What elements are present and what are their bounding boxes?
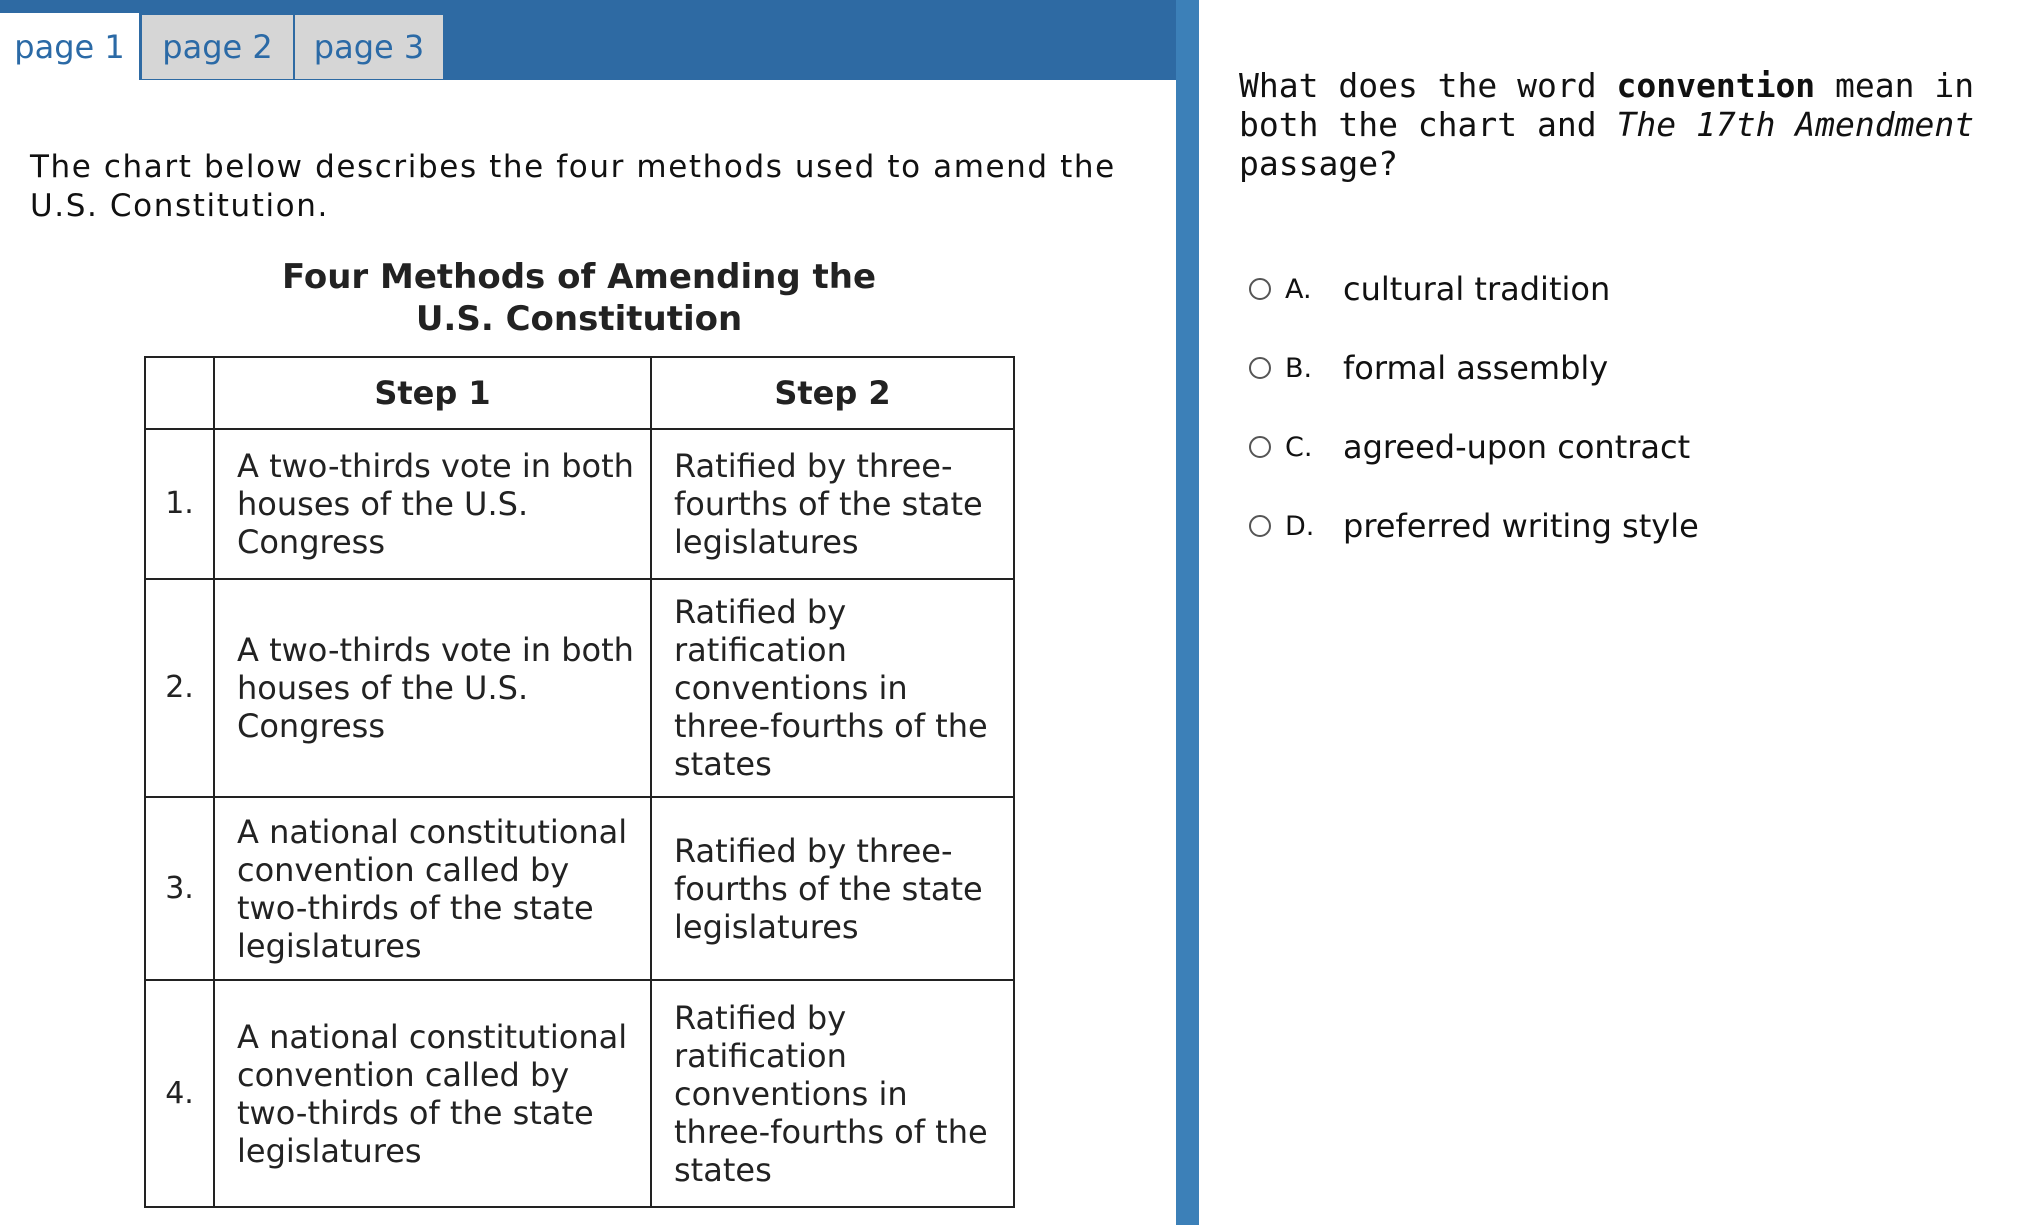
option-text: cultural tradition xyxy=(1343,270,1611,308)
tab-page-3[interactable]: page 3 xyxy=(295,15,443,79)
passage-intro: The chart below describes the four methods used to amend the U.S. Constitution. xyxy=(30,149,1116,224)
answer-option-a[interactable] xyxy=(1249,264,1610,314)
option-letter: D. xyxy=(1285,510,1315,542)
row-number: 2. xyxy=(145,579,214,797)
answer-option-d[interactable] xyxy=(1249,501,1699,551)
table-header-step-1: Step 1 xyxy=(214,357,651,429)
tab-page-1[interactable]: page 1 xyxy=(0,13,139,80)
option-text: agreed-upon contract xyxy=(1343,428,1691,466)
chart-title xyxy=(144,256,1014,340)
chart-title-line-2: U.S. Constitution xyxy=(415,299,743,339)
table-row xyxy=(145,429,1014,579)
question-keyword: convention xyxy=(1616,66,1816,105)
step-2-cell: Ratified by three-fourths of the state legislatures xyxy=(651,429,1014,579)
question-title-reference: The 17th Amendment xyxy=(1616,105,1975,144)
radio-button-icon[interactable] xyxy=(1249,515,1271,537)
step-2-cell: Ratified by ratification conventions in three-fourths of the states xyxy=(651,980,1014,1207)
amendment-methods-table xyxy=(144,356,1015,1208)
step-2-cell: Ratified by three-fourths of the state legislatures xyxy=(651,797,1014,980)
step-1-cell: A two-thirds vote in both houses of the U.S. Congress xyxy=(214,579,651,797)
step-1-cell: A national constitutional convention called by two-thirds of the state legislatures xyxy=(214,797,651,980)
question-prefix: What does the word xyxy=(1239,66,1617,105)
chart-title-line-1: Four Methods of Amending the xyxy=(281,257,877,297)
answer-option-b[interactable] xyxy=(1249,343,1608,393)
answer-option-c[interactable] xyxy=(1249,422,1690,472)
question-panel xyxy=(1199,0,2022,1225)
option-text: preferred writing style xyxy=(1343,507,1699,545)
page-tab-bar xyxy=(0,0,1176,80)
tab-page-2[interactable]: page 2 xyxy=(142,15,293,79)
radio-button-icon[interactable] xyxy=(1249,278,1271,300)
step-1-cell: A national constitutional convention called by two-thirds of the state legislatures xyxy=(214,980,651,1207)
table-row xyxy=(145,980,1014,1207)
table-row xyxy=(145,579,1014,797)
panel-divider[interactable] xyxy=(1176,0,1199,1225)
question-middle: mean in both the chart and xyxy=(1239,66,1975,144)
table-row xyxy=(145,797,1014,980)
option-letter: B. xyxy=(1285,352,1313,384)
radio-button-icon[interactable] xyxy=(1249,436,1271,458)
step-2-cell: Ratified by ratification conventions in three-fourths of the states xyxy=(651,579,1014,797)
radio-button-icon[interactable] xyxy=(1249,357,1271,379)
table-header-step-2: Step 2 xyxy=(651,357,1014,429)
row-number: 4. xyxy=(145,980,214,1207)
row-number: 3. xyxy=(145,797,214,980)
question-suffix: passage? xyxy=(1239,144,1398,183)
row-number: 1. xyxy=(145,429,214,579)
option-text: formal assembly xyxy=(1343,349,1609,387)
option-letter: C. xyxy=(1285,431,1313,463)
option-letter: A. xyxy=(1285,273,1312,305)
table-header-row xyxy=(145,357,1014,429)
question-stem xyxy=(1239,66,2009,183)
table-header-number xyxy=(145,357,214,429)
step-1-cell: A two-thirds vote in both houses of the U.S. Congress xyxy=(214,429,651,579)
